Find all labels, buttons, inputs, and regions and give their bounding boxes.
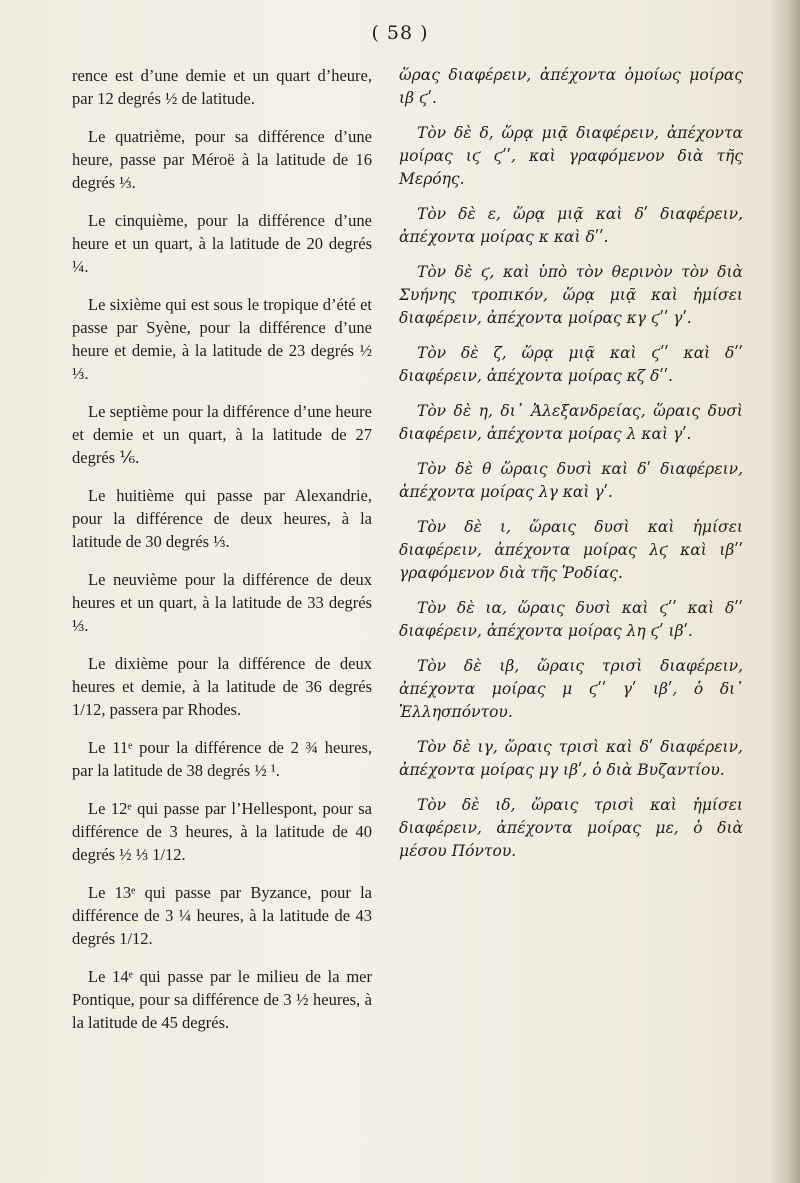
greek-paragraph: Τὸν δὲ ε, ὥρᾳ μιᾷ καὶ δʹ διαφέρειν, ἀπέχοντα μοίρας κ καὶ δʹʹ. bbox=[399, 205, 743, 246]
french-paragraph: Le 14ᵉ qui passe par le milieu de la mer Pontique, pour sa différence de 3 ½ heures, à la latitude de 45 degrés. bbox=[72, 967, 372, 1032]
greek-paragraph: Τὸν δὲ ιβ, ὥραις τρισὶ διαφέρειν, ἀπέχοντα μοίρας μ ϛʹʹ γʹ ιβʹ, ὁ δι᾽ Ἑλλησπόντου. bbox=[399, 657, 743, 721]
greek-paragraph: Τὸν δὲ ιδ, ὥραις τρισὶ καὶ ἡμίσει διαφέρειν, ἀπέχοντα μοίρας με, ὁ διὰ μέσου Πόντου. bbox=[399, 796, 743, 860]
greek-paragraph: Τὸν δὲ ιγ, ὥραις τρισὶ καὶ δʹ διαφέρειν, ἀπέχοντα μοίρας μγ ιβʹ, ὁ διὰ Βυζαντίου. bbox=[399, 738, 743, 779]
greek-paragraph: Τὸν δὲ ι, ὥραις δυσὶ καὶ ἡμίσει διαφέρειν, ἀπέχοντα μοίρας λϛ καὶ ιβʹʹ γραφόμενον διὰ τῆς Ῥοδίας. bbox=[399, 518, 743, 582]
french-paragraph: rence est d’une demie et un quart d’heure, par 12 degrés ½ de latitude. bbox=[72, 66, 372, 108]
greek-paragraph: Τὸν δὲ ια, ὥραις δυσὶ καὶ ϛʹʹ καὶ δʹʹ διαφέρειν, ἀπέχοντα μοίρας λη ϛʹ ιβʹ. bbox=[399, 599, 743, 640]
french-paragraph: Le sixième qui est sous le tropique d’été et passe par Syène, pour la différence d’une heure et demie, à la latitude de 23 degrés ½ ⅓. bbox=[72, 295, 372, 383]
greek-paragraph: Τὸν δὲ ϛ, καὶ ὑπὸ τὸν θερινὸν τὸν διὰ Συήνης τροπικόν, ὥρᾳ μιᾷ καὶ ἡμίσει διαφέρειν, ἀπέχοντα μοίρας κγ ϛʹʹ γʹ. bbox=[399, 263, 743, 327]
page-edge-shadow bbox=[770, 0, 800, 1183]
french-paragraph: Le dixième pour la différence de deux heures et demie, à la latitude de 36 degrés 1/12, passera par Rhodes. bbox=[72, 654, 372, 719]
french-paragraph: Le quatrième, pour sa différence d’une heure, passe par Méroë à la latitude de 16 degrés ⅓. bbox=[72, 127, 372, 192]
greek-paragraph: ὥρας διαφέρειν, ἀπέχοντα ὁμοίως μοίρας ιβ ϛʹ. bbox=[399, 66, 743, 107]
french-paragraph: Le 12ᵉ qui passe par l’Hellespont, pour sa différence de 3 heures, à la latitude de 40 degrés ½ ⅓ 1/12. bbox=[72, 799, 372, 864]
french-paragraph: Le cinquième, pour la différence d’une heure et un quart, à la latitude de 20 degrés ¼. bbox=[72, 211, 372, 276]
greek-paragraph: Τὸν δὲ δ, ὥρᾳ μιᾷ διαφέρειν, ἀπέχοντα μοίρας ιϛ ϛʹʹ, καὶ γραφόμενον διὰ τῆς Μερόης. bbox=[399, 124, 743, 188]
greek-paragraph: Τὸν δὲ ζ, ὥρᾳ μιᾷ καὶ ϛʹʹ καὶ δʹʹ διαφέρειν, ἀπέχοντα μοίρας κζ δʹʹ. bbox=[399, 344, 743, 385]
french-paragraph: Le septième pour la différence d’une heure et demie et un quart, à la latitude de 27 degrés ⅙. bbox=[72, 402, 372, 467]
french-translation-column bbox=[72, 64, 372, 1049]
french-paragraph: Le huitième qui passe par Alexandrie, pour la différence de deux heures, à la latitude de 30 degrés ⅓. bbox=[72, 486, 372, 551]
french-paragraph: Le neuvième pour la différence de deux heures et un quart, à la latitude de 33 degrés ⅓. bbox=[72, 570, 372, 635]
french-paragraph: Le 11ᵉ pour la différence de 2 ¾ heures, par la latitude de 38 degrés ½ ¹. bbox=[72, 738, 372, 780]
french-paragraph: Le 13ᵉ qui passe par Byzance, pour la différence de 3 ¼ heures, à la latitude de 43 degrés 1/12. bbox=[72, 883, 372, 948]
greek-text-column bbox=[399, 64, 743, 875]
greek-paragraph: Τὸν δὲ η, δι᾽ Ἀλεξανδρείας, ὥραις δυσὶ διαφέρειν, ἀπέχοντα μοίρας λ καὶ γʹ. bbox=[399, 402, 743, 443]
greek-paragraph: Τὸν δὲ θ ὥραις δυσὶ καὶ δʹ διαφέρειν, ἀπέχοντα μοίρας λγ καὶ γʹ. bbox=[399, 460, 743, 501]
page-number: ( 58 ) bbox=[371, 22, 429, 44]
